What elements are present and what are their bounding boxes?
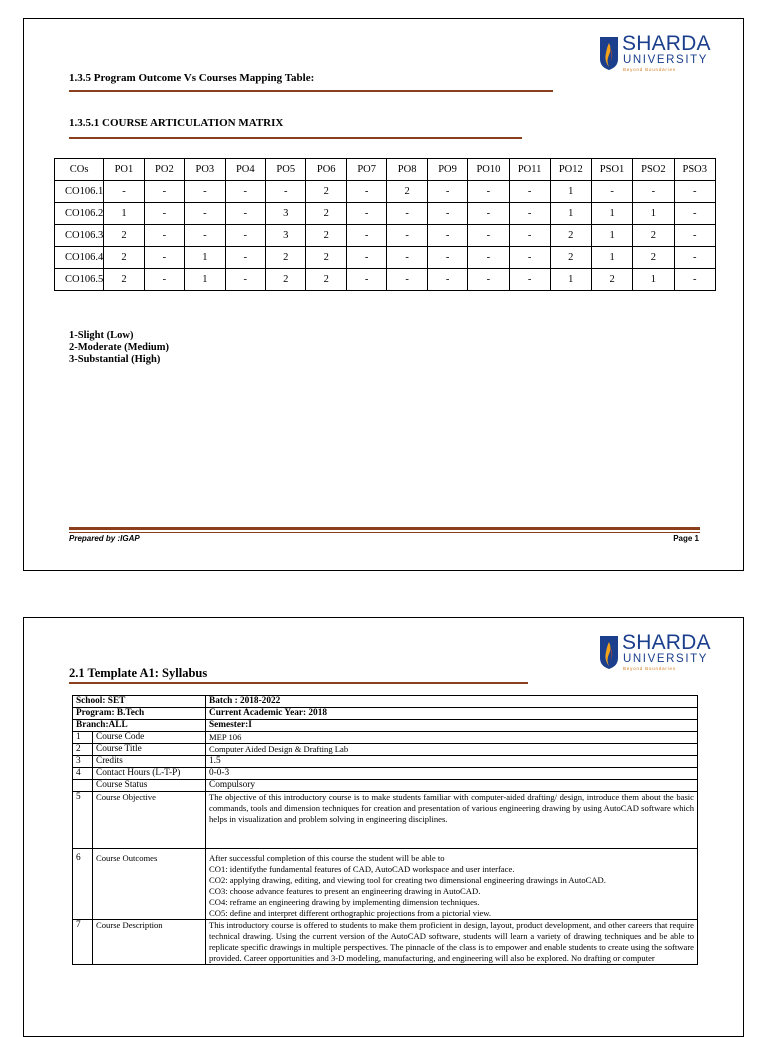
table-row	[73, 780, 698, 792]
matrix-cell: 2	[104, 269, 144, 291]
matrix-cell: -	[387, 247, 427, 269]
program-cell: Program: B.Tech	[73, 708, 206, 720]
matrix-cell: -	[185, 181, 225, 203]
syllabus-title: 2.1 Template A1: Syllabus	[69, 666, 208, 680]
branch-cell: Branch:ALL	[73, 720, 206, 732]
footer-page-number: Page 1	[673, 534, 699, 543]
sharda-logo	[599, 631, 711, 676]
table-row	[73, 849, 698, 920]
row-value	[206, 849, 698, 920]
matrix-cell: -	[346, 269, 386, 291]
table-row	[73, 792, 698, 849]
matrix-cell: -	[185, 203, 225, 225]
matrix-cell: -	[509, 203, 550, 225]
row-label: Course Code	[93, 732, 206, 744]
matrix-row	[55, 247, 716, 269]
row-number: 6	[73, 849, 93, 920]
logo-subtitle: UNIVERSITY	[623, 653, 709, 665]
row-label: Contact Hours (L-T-P)	[93, 768, 206, 780]
row-label: Credits	[93, 756, 206, 768]
matrix-co-label: CO106.4	[55, 247, 104, 269]
matrix-cell: -	[427, 269, 467, 291]
matrix-row	[55, 203, 716, 225]
matrix-cell: -	[387, 269, 427, 291]
matrix-row	[55, 181, 716, 203]
matrix-header-cell: PO9	[427, 159, 467, 181]
matrix-cell: 1	[591, 247, 632, 269]
row-number: 7	[73, 920, 93, 965]
batch-cell: Batch : 2018-2022	[206, 696, 698, 708]
matrix-cell: 2	[266, 269, 306, 291]
row-number: 2	[73, 744, 93, 756]
matrix-cell: -	[387, 203, 427, 225]
table-row	[73, 720, 698, 732]
row-label: Course Title	[93, 744, 206, 756]
matrix-cell: -	[225, 247, 265, 269]
row-value: 1.5	[206, 756, 698, 768]
matrix-cell: 2	[550, 225, 591, 247]
footer-prepared-by: Prepared by :IGAP	[69, 534, 140, 543]
logo-name: SHARDA	[622, 32, 711, 55]
matrix-cell: 2	[306, 269, 346, 291]
matrix-cell: 1	[550, 269, 591, 291]
shield-icon	[599, 634, 619, 670]
table-row	[73, 696, 698, 708]
row-number	[73, 780, 93, 792]
matrix-cell: 1	[104, 203, 144, 225]
matrix-header-cell: PO1	[104, 159, 144, 181]
matrix-cell: 1	[550, 203, 591, 225]
outcome-line: CO1: identifythe fundamental features of CAD, AutoCAD workspace and user interface.	[209, 864, 515, 874]
matrix-header-cell: PO6	[306, 159, 346, 181]
matrix-header-cell: PSO2	[633, 159, 674, 181]
matrix-cell: -	[144, 203, 184, 225]
matrix-cell: -	[427, 203, 467, 225]
academic-year-cell: Current Academic Year: 2018	[206, 708, 698, 720]
outcome-line: CO5: define and interpret different orthographic projections from a pictorial view.	[209, 908, 492, 918]
legend-item: 2-Moderate (Medium)	[69, 342, 170, 353]
row-value: Compulsory	[206, 780, 698, 792]
row-label: Course Description	[93, 920, 206, 965]
matrix-header-cell: PO4	[225, 159, 265, 181]
matrix-cell: -	[346, 181, 386, 203]
matrix-cell: 2	[306, 247, 346, 269]
matrix-header-row	[55, 159, 716, 181]
matrix-cell: 2	[633, 225, 674, 247]
matrix-header-cell: PO8	[387, 159, 427, 181]
matrix-cell: 3	[266, 225, 306, 247]
row-value: The objective of this introductory course is to make students familiar with computer-aided drafting/ design, introduce them about the basic commands, tools and dimension techniques for creation and presentation of various engineering drawing by using AutoCAD software which helps in visualization and problem solving in engineering disciplines.	[206, 792, 698, 849]
table-row	[73, 708, 698, 720]
matrix-cell: -	[144, 269, 184, 291]
matrix-body	[55, 181, 716, 291]
matrix-co-label: CO106.3	[55, 225, 104, 247]
matrix-cell: -	[144, 225, 184, 247]
matrix-header-cell: PO3	[185, 159, 225, 181]
school-cell: School: SET	[73, 696, 206, 708]
matrix-cell: -	[144, 247, 184, 269]
table-row	[73, 756, 698, 768]
matrix-cell: 2	[387, 181, 427, 203]
matrix-cell: -	[674, 247, 715, 269]
matrix-header-cell: PO11	[509, 159, 550, 181]
matrix-header-cell: PSO1	[591, 159, 632, 181]
matrix-cell: -	[387, 225, 427, 247]
matrix-cell: 2	[591, 269, 632, 291]
matrix-cell: -	[104, 181, 144, 203]
legend-item: 3-Substantial (High)	[69, 354, 161, 365]
document-page-1	[23, 18, 744, 571]
sharda-logo	[599, 32, 711, 77]
row-label: Course Status	[93, 780, 206, 792]
row-number: 3	[73, 756, 93, 768]
legend	[69, 330, 169, 366]
matrix-cell: -	[509, 269, 550, 291]
outcome-line: CO2: applying drawing, editing, and viewing tool for creating two dimensional engineering drawings in AutoCAD.	[209, 875, 606, 885]
matrix-cell: 1	[185, 269, 225, 291]
matrix-cell: -	[225, 181, 265, 203]
outcome-line: After successful completion of this course the student will be able to	[209, 853, 445, 863]
matrix-cell: 2	[266, 247, 306, 269]
syllabus-table	[72, 695, 698, 965]
matrix-cell: -	[468, 247, 509, 269]
matrix-cell: -	[674, 225, 715, 247]
matrix-cell: -	[225, 203, 265, 225]
matrix-cell: 2	[306, 181, 346, 203]
semester-cell: Semester:I	[206, 720, 698, 732]
matrix-cell: -	[346, 203, 386, 225]
matrix-cell: -	[225, 269, 265, 291]
row-number: 1	[73, 732, 93, 744]
document-page-2	[23, 617, 744, 1037]
matrix-header-cos: COs	[55, 159, 104, 181]
matrix-cell: 2	[550, 247, 591, 269]
matrix-header-cell: PSO3	[674, 159, 715, 181]
matrix-cell: -	[674, 181, 715, 203]
matrix-header-cell: PO5	[266, 159, 306, 181]
section-heading: 1.3.5 Program Outcome Vs Courses Mapping Table:	[69, 72, 315, 84]
logo-tagline: Beyond Boundaries	[623, 67, 676, 72]
matrix-cell: 1	[185, 247, 225, 269]
matrix-co-label: CO106.1	[55, 181, 104, 203]
subheading-rule	[69, 137, 522, 139]
table-row	[73, 768, 698, 780]
row-number: 4	[73, 768, 93, 780]
matrix-cell: -	[509, 225, 550, 247]
matrix-cell: 1	[550, 181, 591, 203]
matrix-cell: 1	[591, 225, 632, 247]
matrix-cell: -	[266, 181, 306, 203]
matrix-cell: -	[468, 203, 509, 225]
matrix-cell: -	[468, 269, 509, 291]
row-value: 0-0-3	[206, 768, 698, 780]
matrix-cell: 2	[306, 225, 346, 247]
matrix-cell: -	[674, 203, 715, 225]
row-label: Course Outcomes	[93, 849, 206, 920]
matrix-header-cell: PO2	[144, 159, 184, 181]
matrix-co-label: CO106.2	[55, 203, 104, 225]
matrix-cell: -	[346, 225, 386, 247]
legend-item: 1-Slight (Low)	[69, 330, 134, 341]
matrix-cell: -	[427, 247, 467, 269]
matrix-cell: -	[346, 247, 386, 269]
row-value: MEP 106	[206, 732, 698, 744]
matrix-cell: 1	[633, 269, 674, 291]
matrix-cell: -	[674, 269, 715, 291]
matrix-cell: 2	[306, 203, 346, 225]
matrix-cell: -	[185, 225, 225, 247]
matrix-cell: 2	[104, 225, 144, 247]
matrix-row	[55, 225, 716, 247]
matrix-cell: 1	[633, 203, 674, 225]
matrix-header-cell: PO12	[550, 159, 591, 181]
matrix-cell: 2	[104, 247, 144, 269]
matrix-header-cell: PO7	[346, 159, 386, 181]
footer-rule	[69, 527, 700, 530]
shield-icon	[599, 35, 619, 71]
table-row	[73, 744, 698, 756]
outcome-line: CO3: choose advance features to present an engineering drawing in AutoCAD.	[209, 886, 481, 896]
logo-tagline: Beyond Boundaries	[623, 666, 676, 671]
matrix-cell: -	[144, 181, 184, 203]
matrix-cell: -	[427, 225, 467, 247]
row-value: This introductory course is offered to students to make them proficient in design, layout, product development, and other careers that require technical drawing. Using the current version of the AutoCAD software, students will learn a variety of drawing techniques and be able to replicate specific drawings in multiple perspectives. The pinnacle of the class is to empower and enable students to create using the software provided. Career opportunities and 3-D modeling, manufacturing, and engineering will also be explored. No drafting or computer	[206, 920, 698, 965]
matrix-cell: -	[509, 247, 550, 269]
matrix-cell: 2	[633, 247, 674, 269]
title-rule	[69, 682, 528, 684]
articulation-matrix	[54, 158, 716, 291]
matrix-cell: -	[225, 225, 265, 247]
heading-rule	[69, 90, 553, 92]
matrix-cell: -	[633, 181, 674, 203]
matrix-cell: -	[427, 181, 467, 203]
row-label: Course Objective	[93, 792, 206, 849]
matrix-cell: -	[509, 181, 550, 203]
matrix-header-cell: PO10	[468, 159, 509, 181]
matrix-cell: -	[468, 225, 509, 247]
logo-subtitle: UNIVERSITY	[623, 54, 709, 66]
row-number: 5	[73, 792, 93, 849]
table-row	[73, 732, 698, 744]
matrix-cell: -	[468, 181, 509, 203]
matrix-cell: 3	[266, 203, 306, 225]
row-value: Computer Aided Design & Drafting Lab	[206, 744, 698, 756]
footer-rule-thin	[69, 532, 700, 533]
logo-name: SHARDA	[622, 631, 711, 654]
matrix-cell: 1	[591, 203, 632, 225]
matrix-co-label: CO106.5	[55, 269, 104, 291]
section-subheading: 1.3.5.1 COURSE ARTICULATION MATRIX	[69, 117, 284, 129]
table-row	[73, 920, 698, 965]
matrix-row	[55, 269, 716, 291]
matrix-cell: -	[591, 181, 632, 203]
outcome-line: CO4: reframe an engineering drawing by implementing dimension techniques.	[209, 897, 480, 907]
